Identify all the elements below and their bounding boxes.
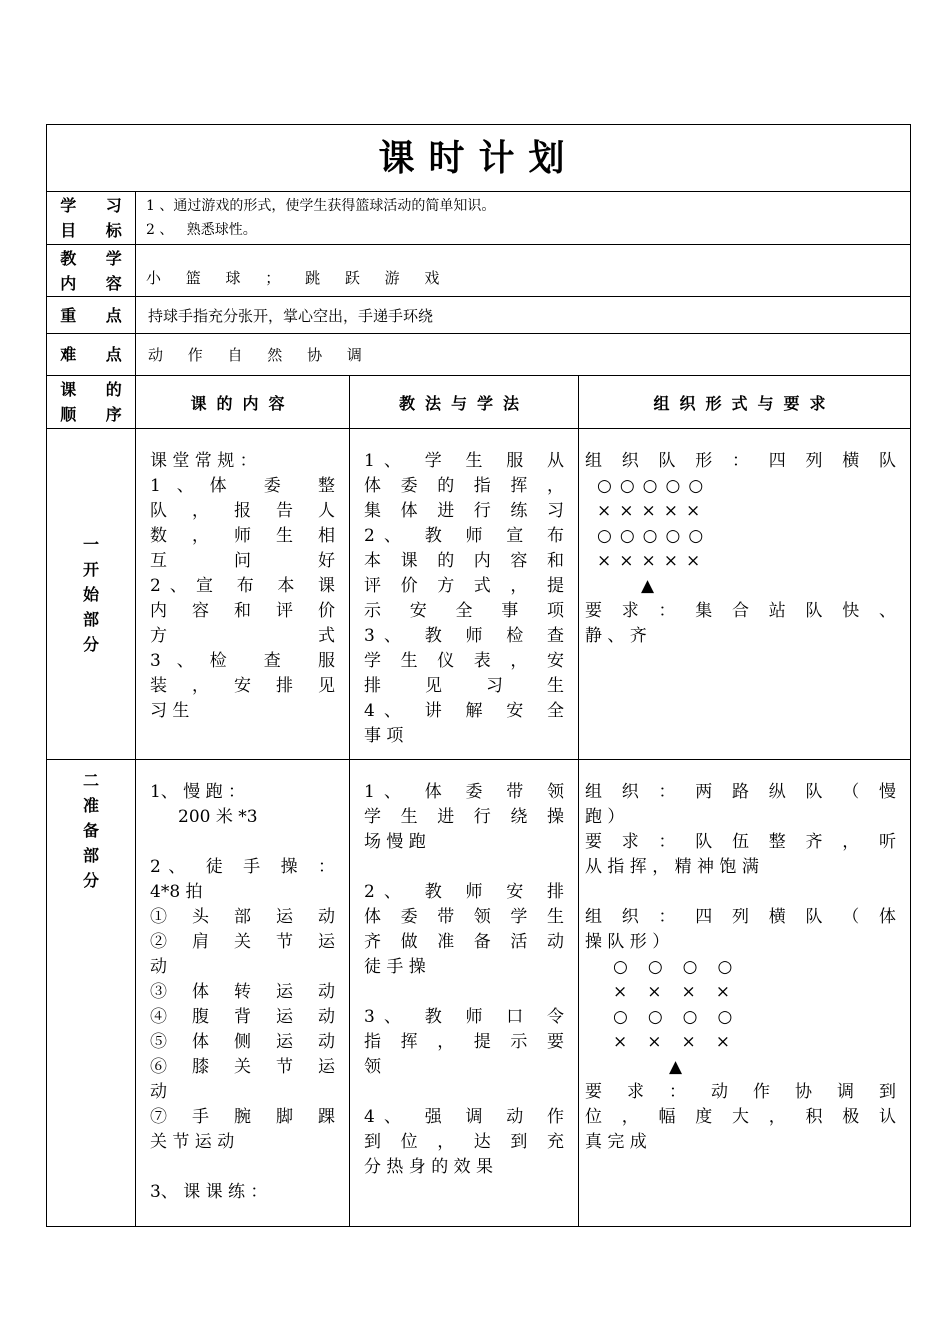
section-label-char: 备 [82, 821, 99, 840]
s1-method-line: 4、 讲 解 安 全 [364, 701, 564, 721]
section-1-organization [579, 429, 911, 760]
s2-content-line [150, 1155, 335, 1180]
s2-content-line: 动 [150, 957, 167, 977]
s2-row-2: ×××× [613, 982, 750, 1002]
header-method: 教法与学法 [350, 376, 579, 429]
s1-method-line: 1、 学 生 服 从 [364, 451, 564, 471]
s2-content-line: ⑤ 体 侧 运 动 [150, 1032, 335, 1052]
s1-content-line: 内 容 和 评 价 [150, 601, 335, 621]
s2-method-line [364, 980, 564, 1005]
s2-content-line: 1、 慢 跑 ： [150, 782, 246, 802]
s2-content-line: 关 节 运 动 [150, 1132, 235, 1152]
section-1-label [47, 429, 136, 760]
header-content: 课的内容 [136, 376, 350, 429]
s2-content-line [150, 830, 335, 855]
order-label: 课 的 顺 序 [47, 376, 136, 429]
s1-content-line: 方 式 [150, 626, 335, 646]
s1-content-line: 队 ， 报 告 人 [150, 501, 335, 521]
s1-method-line: 集 体 进 行 练 习 [364, 501, 564, 521]
s1-teacher-icon: ▲ [641, 576, 663, 596]
s2-content-line: ② 肩 关 节 运 [150, 932, 335, 952]
s1-row-2: ××××× [597, 501, 709, 521]
s2-content-line: ⑦ 手 腕 脚 踝 [150, 1107, 335, 1127]
s2-method-line: 分 热 身 的 效 果 [364, 1157, 494, 1177]
s2-req-1b: 从 指 挥 ， 精 神 饱 满 [585, 857, 759, 877]
title-cell [47, 125, 911, 192]
s2-row-1: ○○○○ [613, 957, 753, 977]
s2-method-line: 4、 强 调 动 作 [364, 1107, 564, 1127]
s1-method-line: 体 委 的 指 挥 ， [364, 476, 564, 496]
s2-req-2c: 真 完 成 [585, 1132, 647, 1152]
s1-method-line: 事 项 [364, 726, 404, 746]
s2-row-3: ○○○○ [613, 1007, 753, 1027]
s1-req-2: 静 、 齐 [585, 626, 647, 646]
s2-method-line: 2、 教 师 安 排 [364, 882, 564, 902]
s1-content-line: 互 问 好 [150, 551, 335, 571]
s2-content-line: ① 头 部 运 动 [150, 907, 335, 927]
objectives-label: 学 习 目 标 [47, 192, 136, 245]
lesson-plan-table [46, 124, 911, 1227]
s2-method-line [364, 855, 564, 880]
s2-req-1a: 要 求 ： 队 伍 整 齐 ， 听 [585, 832, 897, 852]
s1-method-line: 学 生 仪 表 ， 安 [364, 651, 564, 671]
s1-method-line: 排 见 习 生 [364, 676, 564, 696]
section-label-char: 准 [82, 796, 99, 815]
s1-formation: 组 织 队 形 ： 四 列 横 队 [585, 451, 897, 471]
s2-content-line: 3、 课 课 练 ： [150, 1182, 268, 1202]
s2-method-line: 3、 教 师 口 令 [364, 1007, 564, 1027]
s2-org-2b: 操 队 形 ） [585, 932, 670, 952]
s1-content-line: 习 生 [150, 701, 190, 721]
difficulty-value: 动 作 自 然 协 调 [136, 334, 911, 376]
s2-content-line: ③ 体 转 运 动 [150, 982, 335, 1002]
section-label-char: 分 [82, 871, 99, 890]
s1-method-line: 3、 教 师 检 查 [364, 626, 564, 646]
s2-method-line: 场 慢 跑 [364, 832, 426, 852]
s2-method-line: 1、 体 委 带 领 [364, 782, 564, 802]
s2-teacher-icon: ▲ [669, 1057, 691, 1077]
s1-content-line: 装 ， 安 排 见 [150, 676, 335, 696]
s2-method-line: 到 位 ， 达 到 充 [364, 1132, 564, 1152]
s1-row-3: ○○○○○ [597, 526, 712, 546]
section-label-char: 部 [82, 609, 99, 629]
s2-content-line: 2、 徒 手 操 ： [150, 857, 335, 877]
s2-method-line [364, 1080, 564, 1105]
section-label-char: 始 [82, 584, 99, 604]
s2-content-line: 4*8 拍 [150, 882, 203, 902]
objective-line-2: 2 、 熟悉球性。 [146, 222, 257, 238]
s2-content-line: ⑥ 膝 关 节 运 [150, 1057, 335, 1077]
s1-row-4: ××××× [597, 551, 709, 571]
section-2-label [47, 760, 136, 1227]
content-value: 小 篮 球 ； 跳 跃 游 戏 [136, 245, 911, 297]
section-label-char: 二 [82, 771, 99, 790]
s2-content-line: ④ 腹 背 运 动 [150, 1007, 335, 1027]
s2-content-line: 200 米 *3 [178, 807, 258, 827]
s2-method-line: 领 [364, 1057, 381, 1077]
s2-req-2a: 要 求 ： 动 作 协 调 到 [585, 1082, 897, 1102]
difficulty-label: 难 点 [47, 334, 136, 376]
objectives-value [136, 192, 911, 245]
s2-method-line: 指 挥 ， 提 示 要 [364, 1032, 564, 1052]
section-label-char: 一 [82, 534, 99, 554]
section-2-content [136, 760, 350, 1227]
s1-method-line: 示 安 全 事 项 [364, 601, 564, 621]
s1-row-1: ○○○○○ [597, 476, 712, 496]
page-title: 课时计划 [378, 137, 579, 179]
s1-content-line: 3、检 查 服 [150, 651, 335, 671]
s2-org-1b: 跑 ） [585, 807, 625, 827]
s1-method-line: 2、 教 师 宣 布 [364, 526, 564, 546]
s2-org-1a: 组 织 ： 两 路 纵 队 （ 慢 [585, 782, 897, 802]
section-label-char: 部 [82, 846, 99, 865]
objective-line-1: 1 、通过游戏的形式，使学生获得篮球活动的简单知识。 [146, 198, 496, 214]
s2-org-2a: 组 织 ： 四 列 横 队 （ 体 [585, 907, 897, 927]
s2-method-line: 体 委 带 领 学 生 [364, 907, 564, 927]
s2-row-4: ×××× [613, 1032, 750, 1052]
s2-req-2b: 位 ， 幅 度 大 ， 积 极 认 [585, 1107, 897, 1127]
section-1-content [136, 429, 350, 760]
key-point-value: 持球手指充分张开，掌心空出，手递手环绕 [136, 297, 911, 334]
s1-content-line: 2、宣 布 本 课 [150, 576, 335, 596]
content-label: 教 学 内 容 [47, 245, 136, 297]
s1-content-line: 1、体 委 整 [150, 476, 335, 496]
s1-method-line: 本 课 的 内 容 和 [364, 551, 564, 571]
s2-method-line: 齐 做 准 备 活 动 [364, 932, 564, 952]
s2-content-line: 动 [150, 1082, 167, 1102]
s2-method-line: 徒 手 操 [364, 957, 426, 977]
s1-content-line: 课 堂 常 规 ： [150, 451, 257, 471]
section-2-organization [579, 760, 911, 1227]
s1-content-line: 数 ， 师 生 相 [150, 526, 335, 546]
s1-req-1: 要 求 ： 集 合 站 队 快 、 [585, 601, 897, 621]
s2-method-line: 学 生 进 行 绕 操 [364, 807, 564, 827]
section-label-char: 开 [82, 559, 99, 579]
section-2-method [350, 760, 579, 1227]
header-organization: 组织形式与要求 [579, 376, 911, 429]
s1-method-line: 评 价 方 式 ， 提 [364, 576, 564, 596]
section-1-method [350, 429, 579, 760]
section-label-char: 分 [82, 634, 99, 654]
key-point-label: 重 点 [47, 297, 136, 334]
